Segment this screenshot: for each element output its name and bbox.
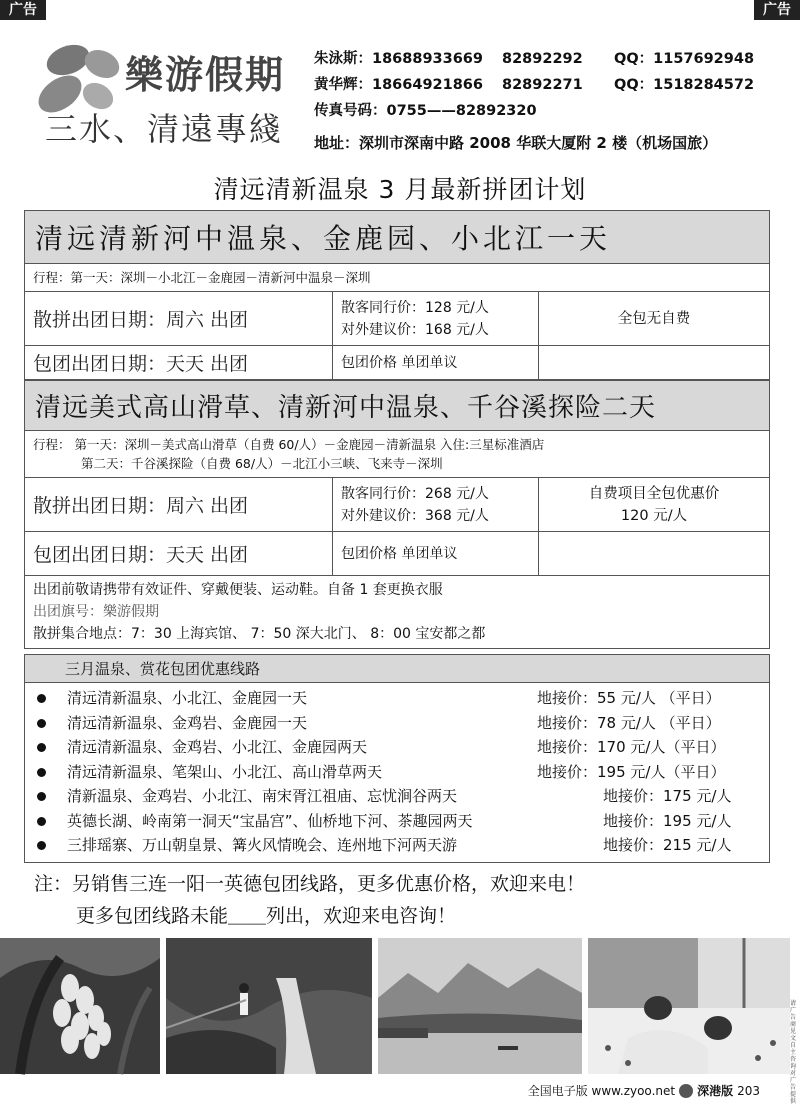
photo-river	[378, 938, 582, 1074]
travel-notes	[25, 576, 769, 648]
route2-itinerary-day2: 第二天：千谷溪探险（自费 68/人）－北江小三峡、飞来寺－深圳	[81, 456, 443, 471]
deal-price: 地接价：175 元/人	[603, 787, 732, 805]
deal-price: 地接价：195 元/人（平日）	[537, 762, 726, 781]
header	[0, 28, 800, 156]
deal-item	[25, 735, 769, 760]
side-note: 请广告商见文自主咨询对广告提供	[790, 1000, 797, 1105]
bullet-icon	[37, 792, 46, 801]
route2-prices	[333, 478, 539, 531]
page-number: 203	[737, 1083, 760, 1098]
route1-prices	[333, 292, 539, 345]
logo	[30, 38, 300, 148]
deal-item	[25, 711, 769, 736]
contact-info	[314, 46, 774, 124]
route2-group-price: 包团价格 单团单议	[333, 532, 539, 575]
route1-group-date: 包团出团日期：天天 出团	[25, 346, 333, 379]
route1-title: 清远清新河中温泉、金鹿园、小北江一天	[25, 211, 769, 264]
contact-name-mobile: 朱泳斯：18688933669	[314, 51, 483, 67]
bullet-icon	[37, 841, 46, 850]
route1-group-price: 包团价格 单团单议	[333, 346, 539, 379]
deal-name: 英德长湖、岭南第一洞天“宝晶宫”、仙桥地下河、茶趣园两天	[67, 811, 473, 830]
route1-group-note	[539, 346, 769, 379]
notes-line1: 出团前敬请携带有效证件、穿戴便装、运动鞋。自备 1 套更换衣服	[33, 582, 443, 598]
page-title: 清远清新温泉 3 月最新拼团计划	[213, 175, 587, 204]
route2-group-row	[25, 532, 769, 576]
route2-note-line1: 自费项目全包优惠价	[588, 485, 720, 502]
route2-group-date: 包团出团日期：天天 出团	[25, 532, 333, 575]
route1-group-row	[25, 346, 769, 380]
photo-flowers	[0, 938, 160, 1074]
footnote	[34, 868, 585, 932]
deal-name: 清远清新温泉、金鸡岩、金鹿园一天	[67, 713, 308, 732]
deal-item	[25, 760, 769, 785]
deals-box	[24, 654, 770, 863]
footer-region: 深港版	[697, 1084, 734, 1098]
photo-waterfall	[166, 938, 372, 1074]
contact-phone: 82892292	[502, 51, 583, 67]
route2-itinerary-day1: 行程： 第一天：深圳－美式高山滑草（自费 60/人）－金鹿园－清新温泉 入住:三星标准酒店	[33, 437, 545, 452]
logo-name: 樂游假期	[125, 53, 286, 97]
contact-qq: QQ：1157692948	[614, 51, 755, 67]
ad-label-left: 广告	[0, 0, 46, 20]
deals-list	[25, 683, 769, 862]
deal-name: 三排瑶寨、万山朝皇景、篝火风情晚会、连州地下河两天游	[67, 836, 458, 854]
deal-price: 地接价：215 元/人	[603, 836, 732, 854]
bullet-icon	[37, 768, 46, 777]
ad-label-right: 广告	[754, 0, 800, 20]
deal-item	[25, 833, 769, 858]
bullet-icon	[37, 694, 46, 703]
photo-hot-spring	[588, 938, 790, 1074]
bullet-icon	[37, 719, 46, 728]
notes-line2: 出团旗号：樂游假期	[33, 604, 159, 620]
fax-number: 传真号码：0755——82892320	[314, 103, 537, 119]
footnote-line1: 注：另销售三连一阳一英德包团线路，更多优惠价格，欢迎来电！	[34, 873, 586, 895]
route2-note	[539, 478, 769, 531]
footnote-line2: 更多包团线路未能＿＿列出，欢迎来电咨询！	[76, 905, 457, 927]
address: 地址：深圳市深南中路 2008 华联大厦附 2 楼（机场国旅）	[314, 134, 718, 152]
route1-scatter-row	[25, 292, 769, 346]
deal-price: 地接价：195 元/人	[603, 811, 732, 830]
deal-price: 地接价：170 元/人（平日）	[537, 738, 726, 756]
footer-badge-icon	[679, 1084, 693, 1098]
route1-scatter-date: 散拼出团日期：周六 出团	[25, 292, 333, 345]
deal-item	[25, 686, 769, 711]
notes-line3: 散拼集合地点：7：30 上海宾馆、 7：50 深大北门、 8：00 宝安都之都	[33, 626, 486, 642]
route2-retail-price: 对外建议价：368 元/人	[341, 507, 489, 524]
contact-qq: QQ：1518284572	[614, 77, 755, 93]
route1-itinerary: 行程：第一天：深圳－小北江－金鹿园－清新河中温泉－深圳	[25, 264, 769, 292]
deal-price: 地接价：78 元/人 （平日）	[537, 713, 721, 732]
deal-item	[25, 809, 769, 834]
photo-strip	[0, 938, 800, 1078]
footer-edition: 全国电子版 www.zyoo.net	[527, 1084, 676, 1098]
deal-item	[25, 784, 769, 809]
deal-name: 清远清新温泉、笔架山、小北江、高山滑草两天	[67, 762, 383, 781]
route2-group-note	[539, 532, 769, 575]
page-footer	[528, 1082, 760, 1099]
bullet-icon	[37, 743, 46, 752]
route2-scatter-row	[25, 478, 769, 532]
route1-peer-price: 散客同行价：128 元/人	[341, 299, 489, 316]
deals-header: 三月温泉、赏花包团优惠线路	[25, 655, 769, 683]
deal-name: 清远清新温泉、小北江、金鹿园一天	[67, 689, 308, 707]
contact-phone: 82892271	[502, 77, 583, 93]
contact-row	[314, 72, 774, 98]
contact-name-mobile: 黄华辉：18664921866	[314, 77, 483, 93]
route1-retail-price: 对外建议价：168 元/人	[341, 321, 489, 338]
route2-scatter-date: 散拼出团日期：周六 出团	[25, 478, 333, 531]
contact-row	[314, 46, 774, 72]
route2-itinerary	[25, 431, 769, 478]
deal-price: 地接价：55 元/人 （平日）	[537, 689, 721, 707]
route2-peer-price: 散客同行价：268 元/人	[341, 485, 489, 502]
bullet-icon	[37, 817, 46, 826]
route1-note: 全包无自费	[617, 310, 691, 327]
route2-title: 清远美式高山滑草、清新河中温泉、千谷溪探险二天	[25, 380, 769, 431]
routes-table	[24, 210, 770, 649]
route2-note-line2: 120 元/人	[620, 507, 688, 524]
deal-name: 清新温泉、金鸡岩、小北江、南宋胥江祖庙、忘忧涧谷两天	[67, 787, 458, 805]
fax-row	[314, 98, 774, 124]
deal-name: 清远清新温泉、金鸡岩、小北江、金鹿园两天	[67, 738, 368, 756]
logo-subtitle: 三水、清遠專綫	[45, 110, 284, 148]
